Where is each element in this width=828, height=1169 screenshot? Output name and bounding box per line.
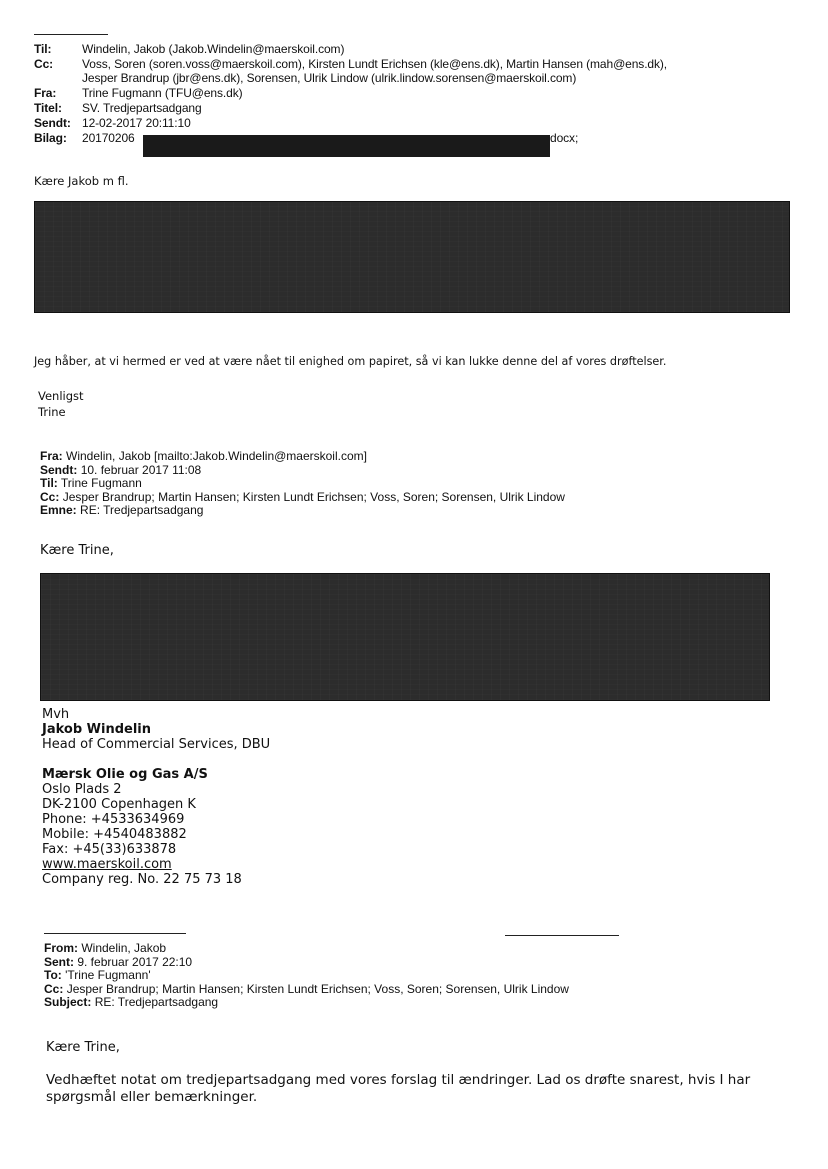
email3-to-value: 'Trine Fugmann' xyxy=(65,968,151,982)
header-titel-value: SV. Tredjepartsadgang xyxy=(82,101,202,115)
header-bilag-label: Bilag: xyxy=(34,131,67,145)
header-cc-label: Cc: xyxy=(34,57,54,71)
email3-sent-value: 9. februar 2017 22:10 xyxy=(77,954,193,969)
header-cc-value-1: Voss, Soren (soren.voss@maerskoil.com), Kirsten Lundt Erichsen (kle@ens.dk), Martin Hansen (mah@ens.dk), xyxy=(82,57,668,71)
email2-sendt-label: Sendt: xyxy=(40,462,78,477)
email2-cc-value: Jesper Brandrup; Martin Hansen; Kirsten Lundt Erichsen; Voss, Soren; Sorensen, Ulrik Lindow xyxy=(62,489,565,504)
signature-website-link[interactable]: www.maerskoil.com xyxy=(42,857,172,872)
email3-header xyxy=(44,942,744,1010)
email1-closing: Venligst xyxy=(38,389,84,403)
header-cc-value-2: Jesper Brandrup (jbr@ens.dk), Sorensen, Ulrik Lindow (ulrik.lindow.sorensen@maerskoil.com) xyxy=(82,71,577,85)
header-sendt-value: 12-02-2017 20:11:10 xyxy=(82,116,191,130)
signature-reg: Company reg. No. 22 75 73 18 xyxy=(42,872,242,887)
separator-left xyxy=(44,933,186,934)
email2-fra-label: Fra: xyxy=(40,449,63,463)
signature-mobile: Mobile: +4540483882 xyxy=(42,827,187,842)
email2-sendt-value: 10. februar 2017 11:08 xyxy=(80,462,202,477)
signature-address2: DK-2100 Copenhagen K xyxy=(42,797,196,812)
header-til-label: Til: xyxy=(34,42,52,56)
email3-sent-label: Sent: xyxy=(44,954,74,969)
header-titel-label: Titel: xyxy=(34,101,62,115)
email2-emne-value: RE: Tredjepartsadgang xyxy=(80,503,204,517)
email3-greeting: Kære Trine, xyxy=(46,1040,120,1055)
email2-cc-label: Cc: xyxy=(40,489,60,504)
email3-cc-value: Jesper Brandrup; Martin Hansen; Kirsten Lundt Erichsen; Voss, Soren; Sorensen, Ulrik Lindow xyxy=(66,981,569,996)
email2-emne-label: Emne: xyxy=(40,503,77,517)
header-sendt-label: Sendt: xyxy=(34,116,71,130)
header-bilag-value-start: 20170206 xyxy=(82,131,135,145)
email2-fra-value: Windelin, Jakob [mailto:Jakob.Windelin@maerskoil.com] xyxy=(66,449,367,463)
signature-address1: Oslo Plads 2 xyxy=(42,782,122,797)
signature-company: Mærsk Olie og Gas A/S xyxy=(42,767,208,782)
signature-name: Jakob Windelin xyxy=(42,722,152,737)
email1-paragraph: Jeg håber, at vi hermed er ved at være nået til enighed om papiret, så vi kan lukke denne del af vores drøftelser. xyxy=(34,355,667,368)
signature-fax: Fax: +45(33)633878 xyxy=(42,842,177,857)
email2-til-label: Til: xyxy=(40,476,58,490)
email3-to-label: To: xyxy=(44,968,62,982)
email1-redacted-paragraph xyxy=(34,201,790,313)
email3-from-value: Windelin, Jakob xyxy=(81,941,167,955)
email2-til-value: Trine Fugmann xyxy=(60,476,142,490)
signature-title: Head of Commercial Services, DBU xyxy=(42,737,271,752)
header-til-value: Windelin, Jakob (Jakob.Windelin@maerskoil.com) xyxy=(82,42,345,56)
email3-cc-label: Cc: xyxy=(44,981,64,996)
signature-block xyxy=(42,707,442,887)
signature-phone: Phone: +4533634969 xyxy=(42,812,185,827)
email3-subject-label: Subject: xyxy=(44,995,92,1009)
header-bilag-value-end: docx; xyxy=(550,131,579,145)
email3-body-line1: Vedhæftet notat om tredjepartsadgang med vores forslag til ændringer. Lad os drøfte snarest, hvis I har xyxy=(46,1072,751,1088)
email2-redacted-paragraph xyxy=(40,573,770,701)
email1-name: Trine xyxy=(38,405,66,419)
email1-greeting: Kære Jakob m fl. xyxy=(34,174,129,188)
email3-body-line2: spørgsmål eller bemærkninger. xyxy=(46,1089,258,1105)
email2-greeting: Kære Trine, xyxy=(40,543,114,558)
header-fra-label: Fra: xyxy=(34,86,57,100)
email2-header xyxy=(40,450,740,518)
header-fra-value: Trine Fugmann (TFU@ens.dk) xyxy=(82,86,243,100)
email3-subject-value: RE: Tredjepartsadgang xyxy=(94,995,219,1009)
top-separator xyxy=(34,34,108,35)
attachment-redaction xyxy=(143,135,550,157)
email3-from-label: From: xyxy=(44,941,78,955)
signature-regards: Mvh xyxy=(42,707,70,722)
separator-right xyxy=(505,935,619,936)
